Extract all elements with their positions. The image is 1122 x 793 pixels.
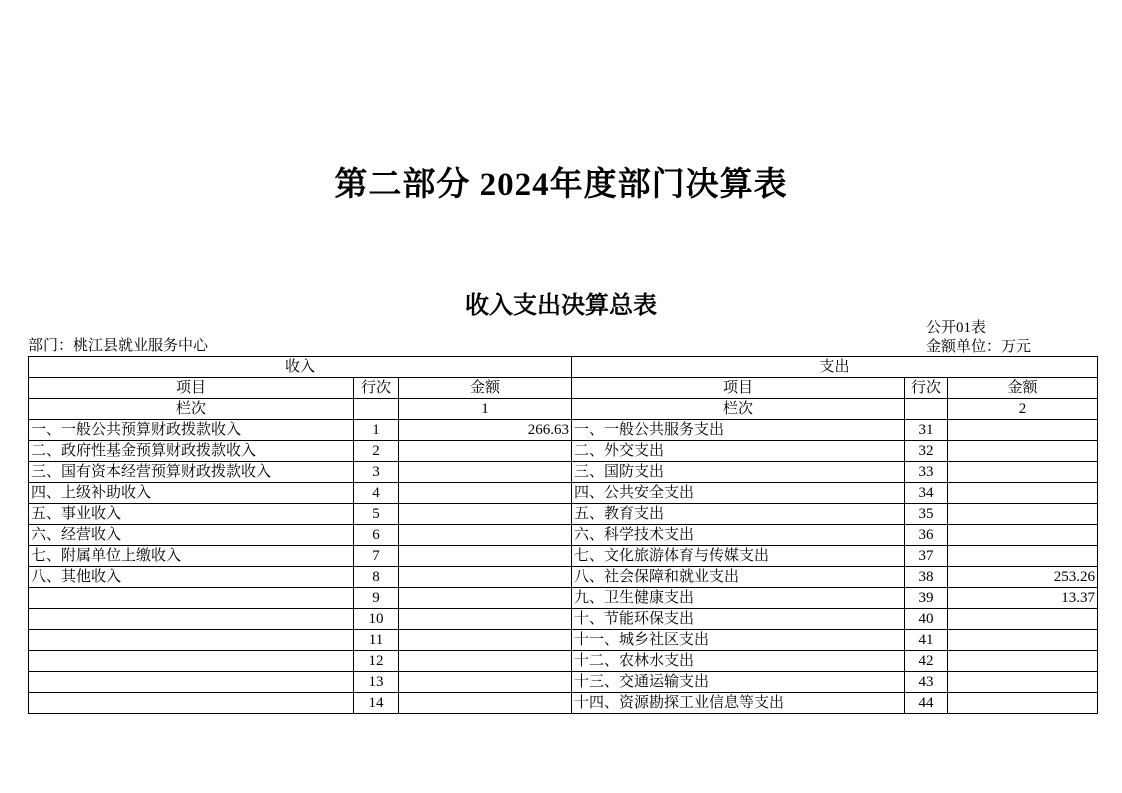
expense-line-cell: 43 <box>905 672 948 693</box>
income-line-cell: 4 <box>354 483 399 504</box>
income-line-cell: 2 <box>354 441 399 462</box>
table-row <box>29 441 1098 462</box>
expense-amount-cell <box>948 630 1098 651</box>
expense-section-header: 支出 <box>572 357 1098 378</box>
expense-line-cell: 44 <box>905 693 948 714</box>
expense-amount-cell <box>948 609 1098 630</box>
expense-amount-cell <box>948 651 1098 672</box>
expense-line-cell: 36 <box>905 525 948 546</box>
income-lanci-line-cell <box>354 399 399 420</box>
income-line-cell: 7 <box>354 546 399 567</box>
income-item-cell <box>29 630 354 651</box>
income-item-cell: 四、上级补助收入 <box>29 483 354 504</box>
expense-amount-cell <box>948 441 1098 462</box>
income-amount-cell <box>399 630 572 651</box>
income-line-cell: 13 <box>354 672 399 693</box>
expense-line-header: 行次 <box>905 378 948 399</box>
expense-lanci-line-cell <box>905 399 948 420</box>
expense-item-cell: 十、节能环保支出 <box>572 609 905 630</box>
income-item-cell <box>29 588 354 609</box>
expense-item-cell: 十二、农林水支出 <box>572 651 905 672</box>
income-item-cell <box>29 693 354 714</box>
expense-item-cell: 二、外交支出 <box>572 441 905 462</box>
income-item-cell: 三、国有资本经营预算财政拨款收入 <box>29 462 354 483</box>
expense-amount-cell <box>948 504 1098 525</box>
income-amount-cell <box>399 672 572 693</box>
expense-line-cell: 38 <box>905 567 948 588</box>
expense-amount-cell: 13.37 <box>948 588 1098 609</box>
income-amount-cell <box>399 483 572 504</box>
income-line-cell: 3 <box>354 462 399 483</box>
expense-item-cell: 九、卫生健康支出 <box>572 588 905 609</box>
expense-item-cell: 十四、资源勘探工业信息等支出 <box>572 693 905 714</box>
income-section-header: 收入 <box>29 357 572 378</box>
expense-item-cell: 十三、交通运输支出 <box>572 672 905 693</box>
expense-lanci-label: 栏次 <box>572 399 905 420</box>
section-header-row <box>29 357 1098 378</box>
income-item-cell <box>29 651 354 672</box>
expense-item-cell: 三、国防支出 <box>572 462 905 483</box>
income-amount-header: 金额 <box>399 378 572 399</box>
income-line-header: 行次 <box>354 378 399 399</box>
table-row <box>29 672 1098 693</box>
income-amount-cell <box>399 567 572 588</box>
expense-line-cell: 41 <box>905 630 948 651</box>
expense-item-cell: 十一、城乡社区支出 <box>572 630 905 651</box>
expense-line-cell: 35 <box>905 504 948 525</box>
expense-line-cell: 31 <box>905 420 948 441</box>
expense-line-cell: 37 <box>905 546 948 567</box>
expense-line-cell: 39 <box>905 588 948 609</box>
expense-column-number: 2 <box>948 399 1098 420</box>
expense-amount-cell <box>948 672 1098 693</box>
income-line-cell: 9 <box>354 588 399 609</box>
income-amount-cell <box>399 546 572 567</box>
expense-line-cell: 42 <box>905 651 948 672</box>
table-title: 收入支出决算总表 <box>465 293 657 319</box>
expense-item-cell: 五、教育支出 <box>572 504 905 525</box>
income-item-cell <box>29 672 354 693</box>
income-line-cell: 8 <box>354 567 399 588</box>
expense-amount-cell <box>948 525 1098 546</box>
table-row <box>29 525 1098 546</box>
income-line-cell: 10 <box>354 609 399 630</box>
table-row <box>29 630 1098 651</box>
income-line-cell: 5 <box>354 504 399 525</box>
expense-item-cell: 一、一般公共服务支出 <box>572 420 905 441</box>
expense-line-cell: 40 <box>905 609 948 630</box>
page-title: 第二部分 2024年度部门决算表 <box>334 167 788 203</box>
expense-amount-cell <box>948 693 1098 714</box>
income-amount-cell <box>399 588 572 609</box>
income-item-header: 项目 <box>29 378 354 399</box>
income-line-cell: 12 <box>354 651 399 672</box>
table-row <box>29 483 1098 504</box>
expense-amount-cell <box>948 462 1098 483</box>
expense-line-cell: 33 <box>905 462 948 483</box>
expense-amount-cell: 253.26 <box>948 567 1098 588</box>
income-column-number: 1 <box>399 399 572 420</box>
department-label: 部门：桃江县就业服务中心 <box>28 338 209 354</box>
income-amount-cell <box>399 651 572 672</box>
table-row <box>29 651 1098 672</box>
expense-amount-cell <box>948 546 1098 567</box>
table-row <box>29 693 1098 714</box>
income-expense-summary-table <box>28 356 1098 714</box>
income-item-cell: 一、一般公共预算财政拨款收入 <box>29 420 354 441</box>
income-line-cell: 11 <box>354 630 399 651</box>
income-amount-cell <box>399 504 572 525</box>
expense-amount-cell <box>948 483 1098 504</box>
expense-item-cell: 六、科学技术支出 <box>572 525 905 546</box>
column-header-row <box>29 378 1098 399</box>
income-item-cell: 八、其他收入 <box>29 567 354 588</box>
income-amount-cell <box>399 525 572 546</box>
table-row <box>29 462 1098 483</box>
table-row <box>29 420 1098 441</box>
income-lanci-label: 栏次 <box>29 399 354 420</box>
amount-unit-label: 金额单位：万元 <box>926 339 1032 355</box>
expense-line-cell: 34 <box>905 483 948 504</box>
income-item-cell: 七、附属单位上缴收入 <box>29 546 354 567</box>
expense-amount-cell <box>948 420 1098 441</box>
sheet-code-label: 公开01表 <box>926 320 987 336</box>
table-row <box>29 588 1098 609</box>
income-amount-cell <box>399 693 572 714</box>
table-row <box>29 609 1098 630</box>
income-amount-cell: 266.63 <box>399 420 572 441</box>
expense-item-cell: 八、社会保障和就业支出 <box>572 567 905 588</box>
income-amount-cell <box>399 441 572 462</box>
column-number-row <box>29 399 1098 420</box>
income-item-cell: 二、政府性基金预算财政拨款收入 <box>29 441 354 462</box>
table-row <box>29 567 1098 588</box>
income-line-cell: 14 <box>354 693 399 714</box>
expense-item-cell: 七、文化旅游体育与传媒支出 <box>572 546 905 567</box>
expense-item-header: 项目 <box>572 378 905 399</box>
table-row <box>29 504 1098 525</box>
income-line-cell: 1 <box>354 420 399 441</box>
income-item-cell <box>29 609 354 630</box>
income-line-cell: 6 <box>354 525 399 546</box>
table-row <box>29 546 1098 567</box>
income-item-cell: 六、经营收入 <box>29 525 354 546</box>
income-amount-cell <box>399 609 572 630</box>
expense-line-cell: 32 <box>905 441 948 462</box>
income-item-cell: 五、事业收入 <box>29 504 354 525</box>
income-amount-cell <box>399 462 572 483</box>
expense-amount-header: 金额 <box>948 378 1098 399</box>
expense-item-cell: 四、公共安全支出 <box>572 483 905 504</box>
